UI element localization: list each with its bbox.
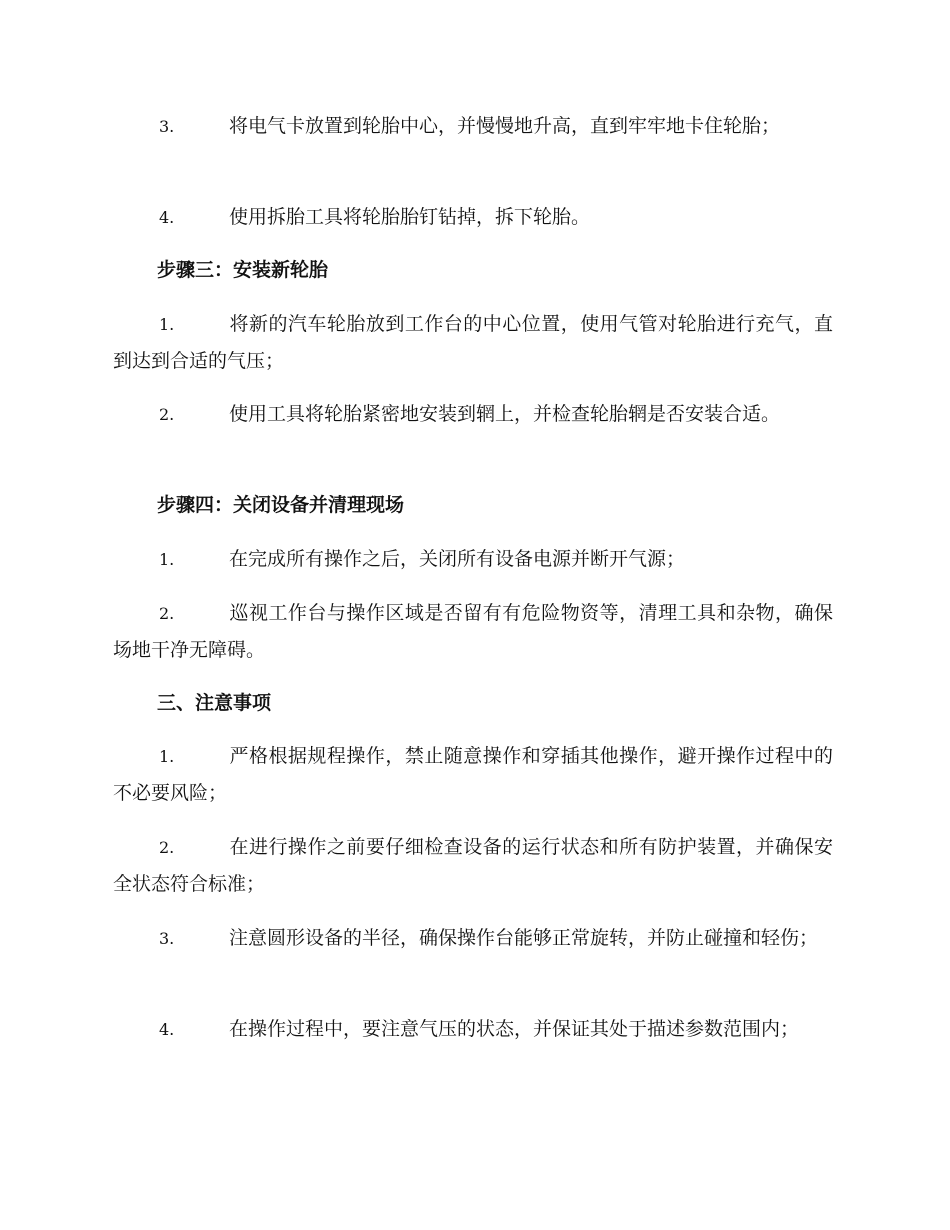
list-item <box>113 1011 833 1048</box>
item-text: 使用拆胎工具将轮胎胎钉钻掉，拆下轮胎。 <box>229 206 591 228</box>
item-number: 2. <box>159 838 175 857</box>
item-number: 3. <box>159 117 175 136</box>
item-text: 在完成所有操作之后，关闭所有设备电源并断开气源； <box>229 548 686 570</box>
item-text: 将新的汽车轮胎放到工作台的中心位置，使用气管对轮胎进行充气，直到达到合适的气压； <box>113 313 833 372</box>
list-item <box>113 595 833 669</box>
item-text: 注意圆形设备的半径，确保操作台能够正常旋转，并防止碰撞和轻伤； <box>229 927 819 949</box>
item-text: 在操作过程中，要注意气压的状态，并保证其处于描述参数范围内； <box>229 1018 800 1040</box>
section-heading: 步骤三：安装新轮胎 <box>157 259 329 281</box>
item-number: 1. <box>159 550 175 569</box>
list-item <box>113 541 833 578</box>
item-text: 严格根据规程操作，禁止随意操作和穿插其他操作，避开操作过程中的不必要风险； <box>113 745 833 804</box>
item-number: 2. <box>159 405 175 424</box>
list-item <box>113 306 833 380</box>
list-item <box>113 199 833 236</box>
item-number: 3. <box>159 929 175 948</box>
list-item <box>113 920 833 957</box>
item-text: 在进行操作之前要仔细检查设备的运行状态和所有防护装置，并确保安全状态符合标准； <box>113 836 833 895</box>
list-item <box>113 829 833 903</box>
item-text: 使用工具将轮胎紧密地安装到辋上，并检查轮胎辋是否安装合适。 <box>229 403 781 425</box>
list-item <box>113 396 833 433</box>
item-number: 2. <box>159 604 175 623</box>
item-number: 1. <box>159 315 175 334</box>
section-heading: 步骤四：关闭设备并清理现场 <box>157 494 405 516</box>
item-text: 将电气卡放置到轮胎中心，并慢慢地升高，直到牢牢地卡住轮胎； <box>229 115 781 137</box>
item-text: 巡视工作台与操作区域是否留有有危险物资等，清理工具和杂物，确保场地干净无障碍。 <box>113 602 833 661</box>
item-number: 4. <box>159 208 175 227</box>
item-number: 1. <box>159 747 175 766</box>
section-heading: 三、注意事项 <box>157 692 272 714</box>
item-number: 4. <box>159 1020 175 1039</box>
list-item <box>113 738 833 812</box>
list-item <box>113 108 833 145</box>
